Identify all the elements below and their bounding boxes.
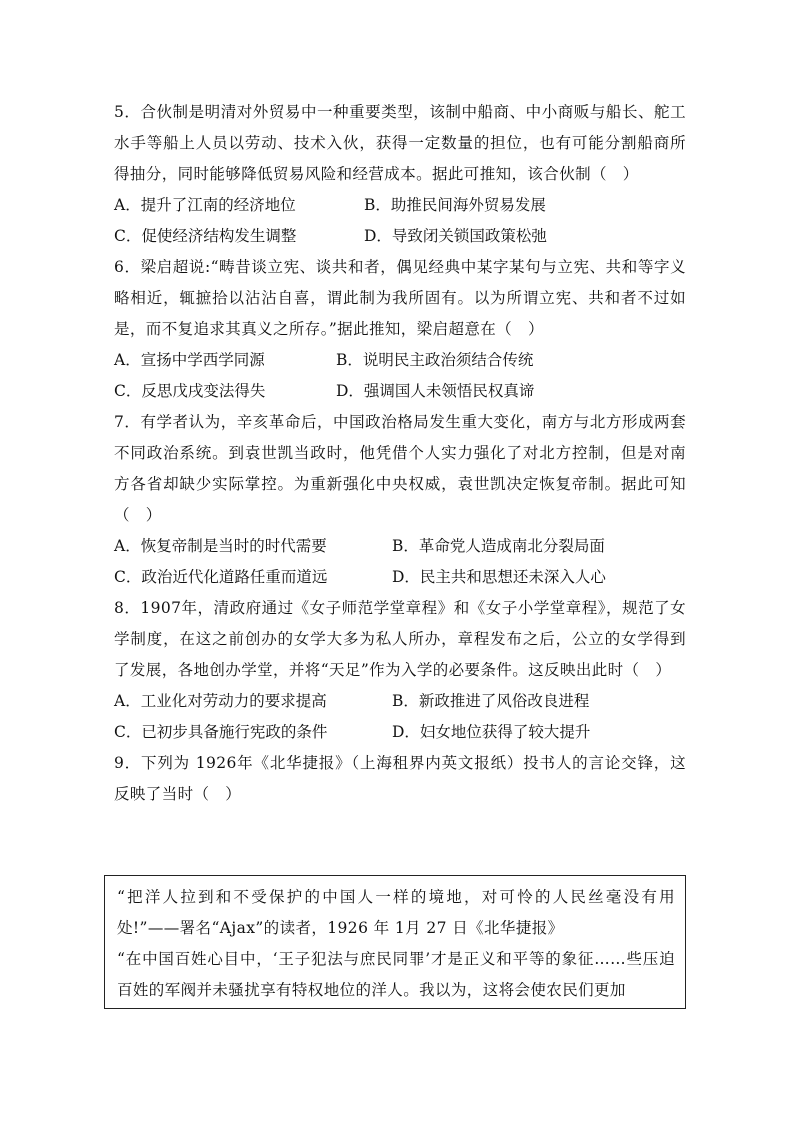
question-6 (114, 252, 686, 407)
question-7-options-row-2 (114, 562, 686, 593)
question-5 (114, 97, 686, 252)
question-8-option-d: D．妇女地位获得了较大提升 (392, 723, 591, 741)
question-5-option-c: C．促使经济结构发生调整 (114, 227, 297, 245)
quote-second-reader: “在中国百姓心目中，‘王子犯法与庶民同罪’才是正义和平等的象征……些压迫百姓的军阀并未骚扰享有特权地位的洋人。我以为，这将会使农民们更加 (117, 950, 675, 999)
question-5-option-d: D．导致闭关锁国政策松弛 (364, 227, 547, 245)
source-quote-box (104, 875, 686, 1009)
question-7-stem: 7．有学者认为，辛亥革命后，中国政治格局发生重大变化，南方与北方形成两套不同政治系统。到袁世凯当政时，他凭借个人实力强化了对北方控制，但是对南方各省却缺少实际掌控。为重新强化中央权威，袁世凯决定恢复帝制。据此可知（ ） (114, 413, 686, 524)
question-8 (114, 593, 686, 748)
question-8-option-a: A．工业化对劳动力的要求提高 (114, 692, 327, 710)
quote-ajax: “把洋人拉到和不受保护的中国人一样的境地，对可怜的人民丝毫没有用处!”——署名“Ajax”的读者，1926 年 1月 27 日《北华捷报》 (117, 888, 675, 937)
question-7-option-b: B．革命党人造成南北分裂局面 (392, 537, 605, 555)
question-6-option-a: A．宣扬中学西学同源 (114, 351, 265, 369)
question-9-stem: 9．下列为 1926年《北华捷报》（上海租界内英文报纸）投书人的言论交锋，这反映了当时（ ） (114, 754, 686, 803)
question-8-options-row-2 (114, 717, 686, 748)
question-9 (114, 748, 686, 810)
question-6-option-c: C．反思戊戌变法得失 (114, 382, 266, 400)
question-7-option-d: D．民主共和思想还未深入人心 (392, 568, 606, 586)
question-6-options-row-2 (114, 376, 686, 407)
question-7-option-a: A．恢复帝制是当时的时代需要 (114, 537, 327, 555)
question-8-options-row-1 (114, 686, 686, 717)
question-5-stem: 5．合伙制是明清对外贸易中一种重要类型，该制中船商、中小商贩与船长、舵工水手等船上人员以劳动、技术入伙，获得一定数量的担位，也有可能分割船商所得抽分，同时能够降低贸易风险和经营成本。据此可推知，该合伙制（ ） (114, 103, 686, 183)
question-6-option-d: D．强调国人未领悟民权真谛 (336, 382, 535, 400)
question-6-options-row-1 (114, 345, 686, 376)
question-7-option-c: C．政治近代化道路任重而道远 (114, 568, 328, 586)
question-7-options-row-1 (114, 531, 686, 562)
question-5-options-row-1 (114, 190, 686, 221)
question-8-option-b: B．新政推进了风俗改良进程 (392, 692, 590, 710)
question-5-option-b: B．助推民间海外贸易发展 (364, 196, 546, 214)
question-6-stem: 6．梁启超说:“畴昔谈立宪、谈共和者，偶见经典中某字某句与立宪、共和等字义略相近，辄摭拾以沾沾自喜，谓此制为我所固有。以为所谓立宪、共和者不过如是，而不复追求其真义之所存。”据此推知，梁启超意在（ ） (114, 258, 686, 338)
question-7 (114, 407, 686, 593)
question-5-option-a: A．提升了江南的经济地位 (114, 196, 296, 214)
question-list (114, 97, 686, 810)
question-8-option-c: C．已初步具备施行宪政的条件 (114, 723, 328, 741)
question-8-stem: 8．1907年，清政府通过《女子师范学堂章程》和《女子小学堂章程》，规范了女学制度，在这之前创办的女学大多为私人所办，章程发布之后，公立的女学得到了发展，各地创办学堂，并将“天足”作为入学的必要条件。这反映出此时（ ） (114, 599, 686, 679)
question-6-option-b: B．说明民主政治须结合传统 (336, 351, 534, 369)
question-5-options-row-2 (114, 221, 686, 252)
